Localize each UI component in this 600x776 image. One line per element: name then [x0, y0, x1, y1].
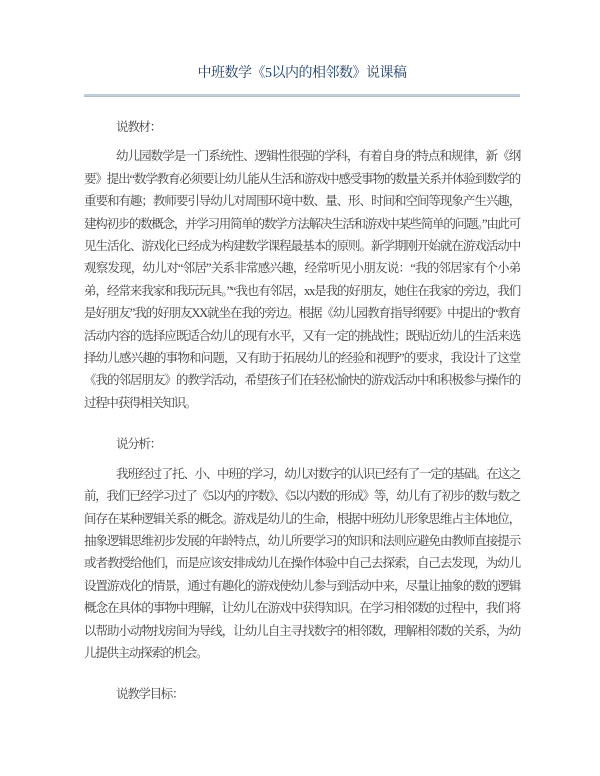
section-heading-analysis: 说分析： [116, 437, 161, 452]
section-heading-materials: 说教材： [116, 120, 161, 134]
document-body [84, 116, 520, 706]
page-title: 中班数学《5以内的相邻数》说课稿 [197, 66, 407, 81]
title-divider [84, 94, 520, 97]
section-heading-teaching-goals: 说教学目标： [116, 687, 184, 702]
section-paragraph: 我班经过了托、小、中班的学习，幼儿对数字的认识已经有了一定的基础。在这之前，我们已经学习过了《5以内的序数》、《5以内数的形成》等，幼儿有了初步的数与数之间存在某种逻辑关系的概念。游戏是幼儿的生命，根据中班幼儿形象思维占主体地位，抽象逻辑思维初步发展的年龄特点，幼儿所要学习的知识和法则应避免由教师直接提示或者教授给他们，而是应该安排成幼儿在操作体验中自己去探索，自己去发现，为幼儿设置游戏化的情景，通过有趣化的游戏使幼儿参与到活动中来，尽量让抽象的数的逻辑概念在具体的事物中理解，让幼儿在游戏中获得知识。在学习相邻数的过程中，我们将以帮助小动物找房间为导线，让幼儿自主寻找数字的相邻数，理解相邻数的关系，为幼儿提供主动探索的机会。 [84, 466, 520, 660]
section-paragraph: 幼儿园数学是一门系统性、逻辑性很强的学科，有着自身的特点和规律，新《纲要》提出“数学教育必须要让幼儿能从生活和游戏中感受事物的数量关系并体验到数学的重要和有趣；教师要引导幼儿对周围环境中数、量、形、时间和空间等现象产生兴趣，建构初步的数概念，并学习用简单的数学方法解决生活和游戏中某些简单的问题。”由此可见生活化、游戏化已经成为构建数学课程最基本的原则。新学期刚开始就在游戏活动中观察发现，幼儿对“邻居”关系非常感兴趣，经常听见小朋友说：“我的邻居家有个小弟弟，经常来我家和我玩玩具。”“我也有邻居，xx是我的好朋友，她住在我家的旁边，我们是好朋友”我的好朋友XX就坐在我的旁边。根据《幼儿园教育指导纲要》中提出的“教育活动内容的选择应既适合幼儿的现有水平，又有一定的挑战性；既贴近幼儿的生活来选择幼儿感兴趣的事物和问题，又有助于拓展幼儿的经验和视野”的要求，我设计了这堂《我的邻居朋友》的教学活动，希望孩子们在轻松愉快的游戏活动中和积极参与操作的过程中获得相关知识。 [84, 149, 520, 410]
